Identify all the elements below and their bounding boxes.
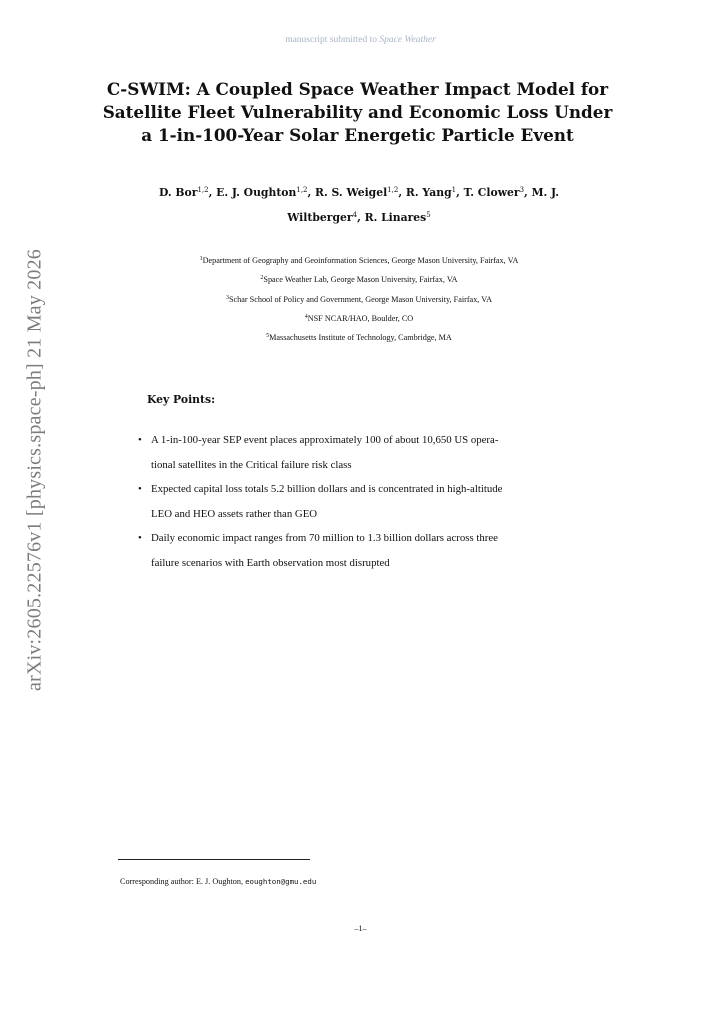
affiliation-text: NSF NCAR/HAO, Boulder, CO <box>307 313 414 323</box>
author-name-part: Wiltberger <box>287 211 353 224</box>
author-name: R. S. Weigel <box>315 186 388 199</box>
bullet-marker: • <box>138 434 142 446</box>
key-point-line: LEO and HEO assets rather than GEO <box>151 507 318 520</box>
key-point-line: A 1-in-100-year SEP event places approximately 100 of about 10,650 US opera- <box>151 434 499 446</box>
affiliation <box>120 290 598 309</box>
footnote-label: Corresponding author: E. J. Oughton, <box>120 877 246 886</box>
author-email-link[interactable]: eoughton@gmu.edu <box>245 877 317 886</box>
affiliation-sup: 1 <box>199 256 203 262</box>
author-affiliation-sup: 1,2 <box>197 186 209 194</box>
title-line: C-SWIM: A Coupled Space Weather Impact Model for <box>106 79 609 99</box>
journal-name: Space Weather <box>379 35 436 45</box>
affiliation-sup: 5 <box>266 333 270 340</box>
author-list <box>120 180 598 230</box>
author-affiliation-sup: 1,2 <box>387 186 399 194</box>
footnote-rule <box>118 859 310 860</box>
key-points-heading: Key Points: <box>147 393 216 406</box>
author-line-2: Wiltberger$^4$, R. Linares$^5$ <box>287 211 431 224</box>
author-name: E. J. Oughton <box>216 186 297 199</box>
affiliation-sup: 2 <box>260 275 264 282</box>
author-affiliation-sup: 1 <box>451 186 457 194</box>
key-point-line: Daily economic impact ranges from 70 million to 1.3 billion dollars across three <box>151 532 498 544</box>
affiliation-text: Space Weather Lab, George Mason University, Fairfax, VA <box>263 275 458 285</box>
affiliation-sup: 4 <box>304 313 308 320</box>
affiliation <box>120 309 598 328</box>
bullet-marker: • <box>138 532 142 544</box>
author-name: R. Yang <box>405 186 452 199</box>
affiliation <box>120 328 598 347</box>
arxiv-identifier-stamp: arXiv:2605.22576v1 [physics.space-ph] 21 May 2026 <box>23 249 46 691</box>
title-line: a 1-in-100-Year Solar Energetic Particle Event <box>141 125 574 145</box>
corresponding-author-footnote <box>120 877 316 886</box>
affiliation <box>120 270 598 289</box>
key-points-list <box>136 428 606 575</box>
affiliation-text: Schar School of Policy and Government, George Mason University, Fairfax, VA <box>228 294 493 304</box>
author-affiliation-sup: 5 <box>426 211 431 219</box>
bullet-marker: • <box>138 483 142 495</box>
paper-title <box>90 78 625 147</box>
key-point-line: tional satellites in the Critical failure risk class <box>151 458 352 471</box>
key-point-line: Expected capital loss totals 5.2 billion dollars and is concentrated in high-altitude <box>151 483 503 495</box>
affiliation-sup: 3 <box>225 294 229 301</box>
author-affiliation-sup: 4 <box>352 211 358 219</box>
key-point-item <box>136 428 606 477</box>
author-name-part: M. J. <box>531 186 560 199</box>
title-line: Satellite Fleet Vulnerability and Economic Loss Under <box>102 102 613 122</box>
key-point-item <box>136 477 606 526</box>
affiliation-text: Massachusetts Institute of Technology, Cambridge, MA <box>269 333 452 343</box>
manuscript-header-note <box>0 35 721 45</box>
author-line-1: D. Bor$^{1,2}$, E. J. Oughton$^{1,2}$, R. S. Weigel$^{1,2}$, R. Yang$^1$, T. Clower$^3$, M. J. <box>158 186 560 199</box>
author-affiliation-sup: 3 <box>519 186 525 194</box>
affiliation-list <box>120 251 598 347</box>
author-name: D. Bor <box>158 186 198 199</box>
key-point-line: failure scenarios with Earth observation most disrupted <box>151 556 390 569</box>
page-number: –1– <box>354 924 367 933</box>
affiliation-text: Department of Geography and Geoinformation Sciences, George Mason University, Fairfax, VA <box>202 256 519 265</box>
author-name: T. Clower <box>463 186 520 199</box>
affiliation <box>120 251 598 270</box>
author-affiliation-sup: 1,2 <box>296 186 308 194</box>
author-name: R. Linares <box>364 211 427 224</box>
header-prefix: manuscript submitted to <box>285 35 380 45</box>
key-point-item <box>136 526 606 575</box>
